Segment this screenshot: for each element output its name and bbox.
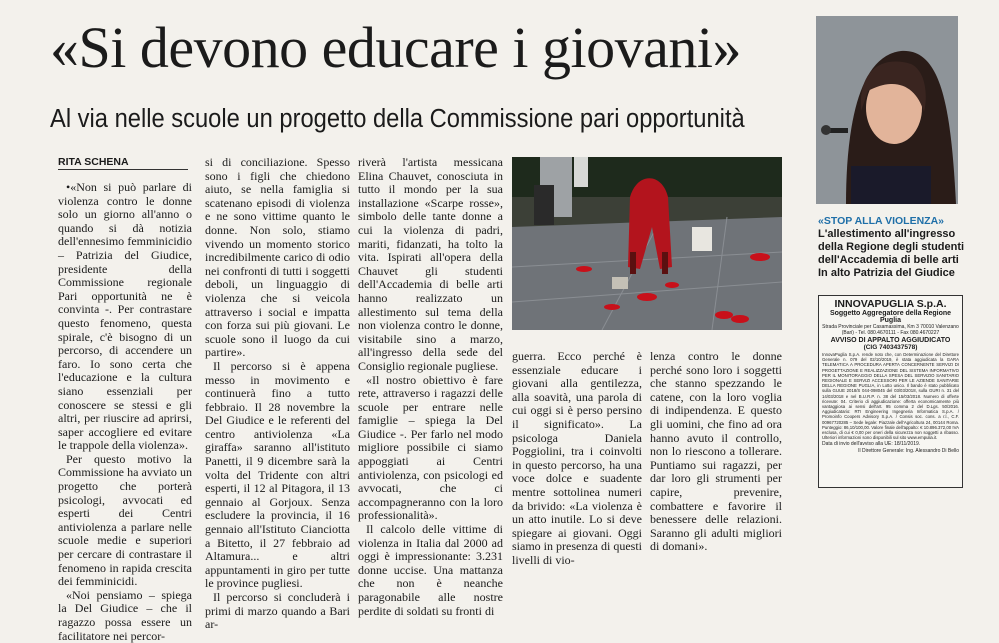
paragraph: si di conciliazione. Spesso sono i figli che chiedono aiuto, se nella famiglia si scatenano episodi di violenza e ne sono vittime quanto le donne. Non solo, stiamo vivendo un momento storico incredibilmente carico di odio nei confronti di tutti i soggetti deboli, un linguaggio di violenza che si veicola attraverso i social e impatta con forza sui più giovani. Le scuole sono il luogo da cui partire». [205,155,350,360]
paragraph: Il calcolo delle vittime di violenza in Italia dal 2000 ad oggi è impressionante: 3.231 donne uccise. Una mattanza che non è neanche paragonabile alle nostre perdite di soldati su fronti di [358,522,503,618]
photo-caption-title: «STOP ALLA VIOLENZA» [818,215,945,227]
paragraph: •«Non si può parlare di violenza contro le donne solo un giorno all'anno o quando si dà notizia dell'ennesimo femminicidio – Patrizia del Giudice, presidente della Commissione regionale Pari opportunità ne è convinta -. Per contrastare questo fenomeno, questa spirale, c'è bisogno di un percorso, di accendere un faro. Io sono certa che l'educazione e la cultura siano essenziali per conoscere se stessi e gli altri, per riuscire ad aprirsi, saper accogliere ed evitare le trappole della violenza». [58,180,192,453]
notice-title: AVVISO DI APPALTO AGGIUDICATO [830,337,951,344]
paragraph: guerra. Ecco perché è essenziale educare i giovani alla gentilezza, alla soavità, una parola di cui oggi si è perso persino il significato». La psicologa Daniela Poggiolini, tra i coinvolti in questo percorso, ha una voce dolce e suadente mentre sottolinea numeri da brivido: «La violenza è un atto inutile. Lo si deve spiegare ai giovani. Oggi siamo in presenza di questi livelli di vio- [512,349,642,567]
subheadline: Al via nelle scuole un progetto della Commissione pari opportunità [50,105,745,133]
notice-cig: (CIG 7403437578) [863,344,918,351]
headline: «Si devono educare i giovani» [50,15,741,80]
paragraph: riverà l'artista messicana Elina Chauvet, conosciuta in tutto il mondo per la sua installazione «Scarpe rosse», simbolo delle tante donne a cui la violenza di padri, mariti, fidanzati, ha tolto la vita. Ispirati all'opera della Chauvet gli studenti dell'Accademia di belle arti hanno realizzato un allestimento sul tema della non violenza contro le donne, visitabile sino a marzo, all'ingresso della sede del Consiglio regionale pugliese. [358,155,503,373]
notice-subtitle: Soggetto Aggregatore della Regione Puglia [829,310,952,324]
notice-body: InnovaPuglia S.p.A. rende noto che, con Determinazione del Direttore Generale n. 079 del 02/10/2019, è stata aggiudicata la GARA TELEMATICA A PROCEDURA APERTA CONCERNENTE SERVIZI DI PROGETTAZIONE E REALIZZAZIONE DEL SISTEMA INFORMATIVO PER IL MONITORAGGIO DELLA SPESA DEL SERVIZIO SANITARIO REGIONALE E SERVIZI ACCESSORI PER LE AZIENDE SANITARIE DELLA REGIONE PUGLIA, in Lotto unico. Il bando è stato pubblicato sulla GUUE 2018/S 044-098045 del 03/03/2018, sulla GURI n. 31 del 14/03/2018 e nel B.U.R.P. n. 38 del 15/03/2018. Numero di offerte ricevute: 04. Criterio di aggiudicazione: offerta economicamente più vantaggiosa ai sensi dell'art. 95 comma 2 del D.Lgs. 50/2016. Aggiudicatario: RTI Engineering Ingegneria Informatica S.p.A. / Promoinfo Coopers Advisory S.p.A. / Consis soc. cons. a r.l., C.F. 00967720285 – Sede legale: Piazzale dell'Agricoltura 24, 00144 Roma. Punteggio: 86,10/100,00. Valore finale dell'appalto: € 10.896.372,00 IVA esclusa, di cui € 0,00 per oneri della sicurezza non soggetti a ribasso. Ulteriori informazioni sono disponibili sul sito www.empulia.it. [822,352,959,441]
installation-photo [512,157,782,330]
notice-company: INNOVAPUGLIA S.p.A. [834,298,947,310]
notice-signature: Il Direttore Generale: Ing. Alessandro Di Bello [858,448,959,455]
paragraph: Il percorso si concluderà i primi di marzo quando a Bari ar- [205,590,350,632]
photo-caption-text: L'allestimento all'ingresso della Regione degli studenti dell'Accademia di belle arti In alto Patrizia del Giudice [818,228,965,279]
legal-notice [818,295,963,488]
paragraph: «Il nostro obiettivo è fare rete, attraverso i ragazzi delle scuole per entrare nelle famiglie – spiega la Del Giudice -. Per farlo nel modo migliore possibile ci siamo appoggiati ai Centri antiviolenza, con psicologi ed avvocati, che ci accompagneranno con la loro professionalità». [358,372,503,523]
byline: RITA SCHENA [58,156,188,170]
paragraph: «Noi pensiamo – spiega la Del Giudice – che il ragazzo possa essere un facilitatore nei percor- [58,587,192,643]
patrizia-del-giudice-portrait [816,16,958,204]
article-column-3 [358,156,503,618]
notice-footer: Data di invio dell'avviso alla UE: 18/11/2019. [822,441,921,448]
paragraph: Il percorso si è appena messo in movimento e continuerà fino a tutto febbraio. Il 28 novembre la Del Giudice e le referenti del centro antiviolenza «La giraffa» saranno all'istituto Panetti, il 9 dicembre sarà la volta del Tridente con altri esperti, il 12 al Pitagora, il 13 gennaio al Gorjoux. Senza escludere la provincia, il 16 gennaio all'Istituto Cianciotta a Bitetto, il 27 febbraio ad Altamura... e altri appuntamenti in giro per tutte le province pugliesi. [205,358,350,591]
portrait-photo [816,16,958,204]
notice-address: Strada Provinciale per Casamassima, Km 3 70010 Valenzano (Bari) - Tel. 080.4670111 - Fax 080.4670227 [822,324,959,336]
article-column-1 [58,181,192,643]
article-column-4 [512,350,642,568]
article-column-2 [205,156,350,632]
paragraph: Per questo motivo la Commissione ha avviato un progetto che porterà psicologi, avvocati ed esperti dei Centri antiviolenza a parlare nelle scuole medie e superiori per cercare di contrastare il fenomeno in rapida crescita dei femminicidi. [58,451,192,589]
article-column-5 [650,350,782,554]
red-shoes-installation-image [512,157,782,330]
paragraph: lenza contro le donne perché sono loro i soggetti che stanno spezzando le catene, con la loro voglia di indipendenza. E questo gli uomini, che fino ad ora hanno avuto il controllo, non lo riescono a tollerare. Puntiamo sui ragazzi, per dar loro gli strumenti per capire, prevenire, combattere e favorire il benessere delle relazioni. Saranno gli adulti migliori di domani». [650,349,782,554]
